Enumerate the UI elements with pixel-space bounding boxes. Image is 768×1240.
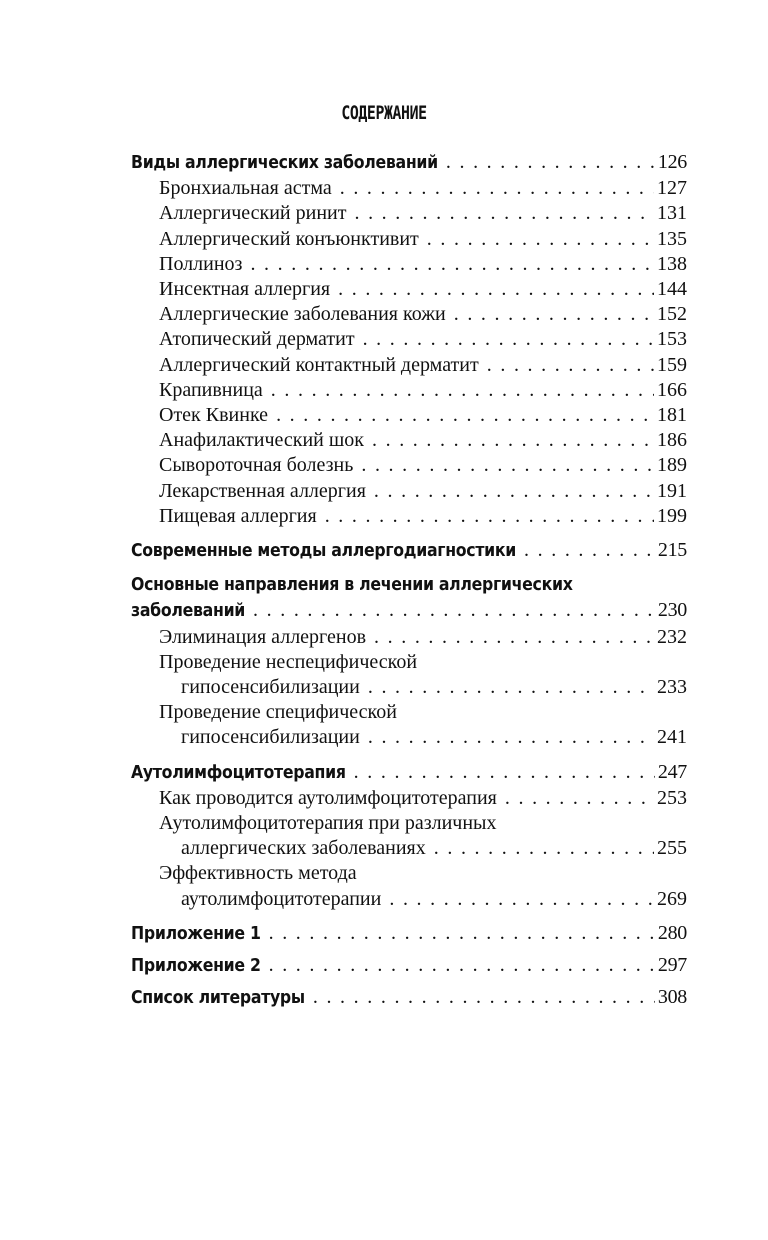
toc-item[interactable] xyxy=(131,227,687,252)
dot-leader xyxy=(338,277,654,302)
toc-section-title-line2: заболеваний xyxy=(131,601,246,622)
toc-item[interactable] xyxy=(131,302,687,327)
dot-leader xyxy=(524,538,655,563)
toc-item-title-line2: гипосенсибилизации xyxy=(181,676,360,699)
toc-page-number: 269 xyxy=(657,887,687,910)
dot-leader xyxy=(269,921,655,946)
toc-section[interactable] xyxy=(131,150,687,176)
toc-section-title: Приложение 2 xyxy=(131,956,261,977)
dot-leader xyxy=(454,302,654,327)
dot-leader xyxy=(340,176,654,201)
toc-item[interactable] xyxy=(131,479,687,504)
toc-item[interactable] xyxy=(131,176,687,201)
toc-item[interactable] xyxy=(131,277,687,302)
dot-leader xyxy=(354,760,655,785)
toc-page-number: 181 xyxy=(657,404,687,427)
dot-leader xyxy=(269,953,655,978)
dot-leader xyxy=(368,675,654,700)
toc-item[interactable] xyxy=(131,786,687,811)
toc-item-title: Крапивница xyxy=(159,378,263,401)
dot-leader xyxy=(372,428,654,453)
toc-item[interactable] xyxy=(131,725,687,750)
dot-leader xyxy=(253,598,655,623)
dot-leader xyxy=(505,786,654,811)
toc-page-number: 215 xyxy=(657,539,687,562)
toc-item-title: Сывороточная болезнь xyxy=(159,454,354,477)
toc-page-number: 308 xyxy=(657,986,687,1009)
toc-item-title-line2: аутолимфоцитотерапии xyxy=(181,887,382,910)
toc-page-number: 241 xyxy=(657,726,687,749)
toc-page-number: 126 xyxy=(657,151,687,173)
toc-item-title: Аллергический ринит xyxy=(159,202,347,225)
toc-item[interactable] xyxy=(131,201,687,226)
table-of-contents xyxy=(131,150,687,1012)
toc-page-number: 199 xyxy=(657,504,687,527)
toc-item[interactable] xyxy=(131,252,687,277)
toc-item[interactable] xyxy=(131,504,687,529)
toc-item-title: Лекарственная аллергия xyxy=(159,479,366,502)
toc-page-number: 186 xyxy=(657,429,687,452)
toc-item[interactable] xyxy=(131,836,687,861)
toc-page-number: 191 xyxy=(657,479,687,502)
toc-section-title: Виды аллергических заболеваний xyxy=(131,153,438,173)
toc-item-title: Бронхиальная астма xyxy=(159,177,332,200)
toc-page-number: 232 xyxy=(657,625,687,648)
toc-item[interactable] xyxy=(131,378,687,403)
toc-page-number: 138 xyxy=(657,252,687,275)
dot-leader xyxy=(374,625,654,650)
dot-leader xyxy=(313,985,655,1010)
toc-page-number: 144 xyxy=(657,278,687,301)
toc-section-title: Современные методы аллергодиагностики xyxy=(131,541,517,562)
toc-page-number: 253 xyxy=(657,786,687,809)
toc-item-title-line2: аллергических заболеваниях xyxy=(181,837,426,860)
toc-page-number: 131 xyxy=(657,202,687,225)
toc-section-title: Приложение 1 xyxy=(131,923,261,944)
toc-item-title: Аллергический контактный дерматит xyxy=(159,353,479,376)
dot-leader xyxy=(368,725,654,750)
toc-page-number: 152 xyxy=(657,303,687,326)
dot-leader xyxy=(361,453,654,478)
dot-leader xyxy=(363,327,654,352)
toc-item-title-line1[interactable]: Проведение неспецифической xyxy=(159,650,418,673)
toc-item-title: Поллиноз xyxy=(159,252,243,275)
toc-section-title: Аутолимфоцитотерапия xyxy=(131,762,346,783)
dot-leader xyxy=(389,887,654,912)
toc-item[interactable] xyxy=(131,887,687,912)
toc-section-title-line1[interactable]: Основные направления в лечении аллергических xyxy=(131,575,573,596)
toc-section[interactable] xyxy=(131,760,687,786)
toc-page-number: 230 xyxy=(657,599,687,622)
dot-leader xyxy=(325,504,654,529)
toc-item[interactable] xyxy=(131,327,687,352)
toc-item-title: Инсектная аллергия xyxy=(159,278,331,301)
toc-item[interactable] xyxy=(131,428,687,453)
toc-item-title: Атопический дерматит xyxy=(159,328,355,351)
toc-item[interactable] xyxy=(131,403,687,428)
dot-leader xyxy=(434,836,654,861)
toc-page-number: 233 xyxy=(657,676,687,699)
dot-leader xyxy=(276,403,654,428)
toc-item[interactable] xyxy=(131,453,687,478)
toc-item-title: Отек Квинке xyxy=(159,404,269,427)
toc-item-title: Пищевая аллергия xyxy=(159,504,317,527)
toc-item[interactable] xyxy=(131,353,687,378)
toc-item-title-line2: гипосенсибилизации xyxy=(181,726,360,749)
dot-leader xyxy=(250,252,654,277)
toc-page-number: 255 xyxy=(657,837,687,860)
dot-leader xyxy=(354,201,654,226)
toc-section[interactable] xyxy=(131,921,687,947)
toc-item-title-line1[interactable]: Проведение специфической xyxy=(159,701,397,724)
toc-page-number: 159 xyxy=(657,353,687,376)
toc-item[interactable] xyxy=(131,625,687,650)
toc-section-title: Список литературы xyxy=(131,988,305,1009)
toc-item-title: Анафилактический шок xyxy=(159,429,364,452)
toc-item-title: Как проводится аутолимфоцитотерапия xyxy=(159,786,497,809)
toc-item-title: Аллергические заболевания кожи xyxy=(159,303,446,326)
toc-item[interactable] xyxy=(131,675,687,700)
dot-leader xyxy=(374,479,654,504)
toc-page-number: 280 xyxy=(657,921,687,944)
toc-page-number: 166 xyxy=(657,378,687,401)
toc-page-number: 189 xyxy=(657,454,687,477)
toc-page-number: 127 xyxy=(657,177,687,200)
toc-item-title: Аллергический конъюнктивит xyxy=(159,227,419,250)
toc-item-title-line1[interactable]: Эффективность метода xyxy=(159,862,357,885)
toc-section[interactable] xyxy=(131,538,687,564)
toc-page-number: 297 xyxy=(657,954,687,977)
dot-leader xyxy=(271,378,654,403)
toc-section[interactable] xyxy=(131,985,687,1011)
toc-item-title-line1[interactable]: Аутолимфоцитотерапия при различных xyxy=(159,812,497,835)
dot-leader xyxy=(487,353,654,378)
toc-section[interactable] xyxy=(131,953,687,979)
dot-leader xyxy=(427,227,654,252)
page-title: СОДЕРЖАНИЕ xyxy=(341,102,427,124)
toc-page-number: 135 xyxy=(657,227,687,250)
dot-leader xyxy=(446,150,655,175)
toc-section[interactable] xyxy=(131,598,687,624)
toc-page-number: 153 xyxy=(657,328,687,351)
toc-page-number: 247 xyxy=(657,760,687,783)
toc-item-title: Элиминация аллергенов xyxy=(159,625,367,648)
